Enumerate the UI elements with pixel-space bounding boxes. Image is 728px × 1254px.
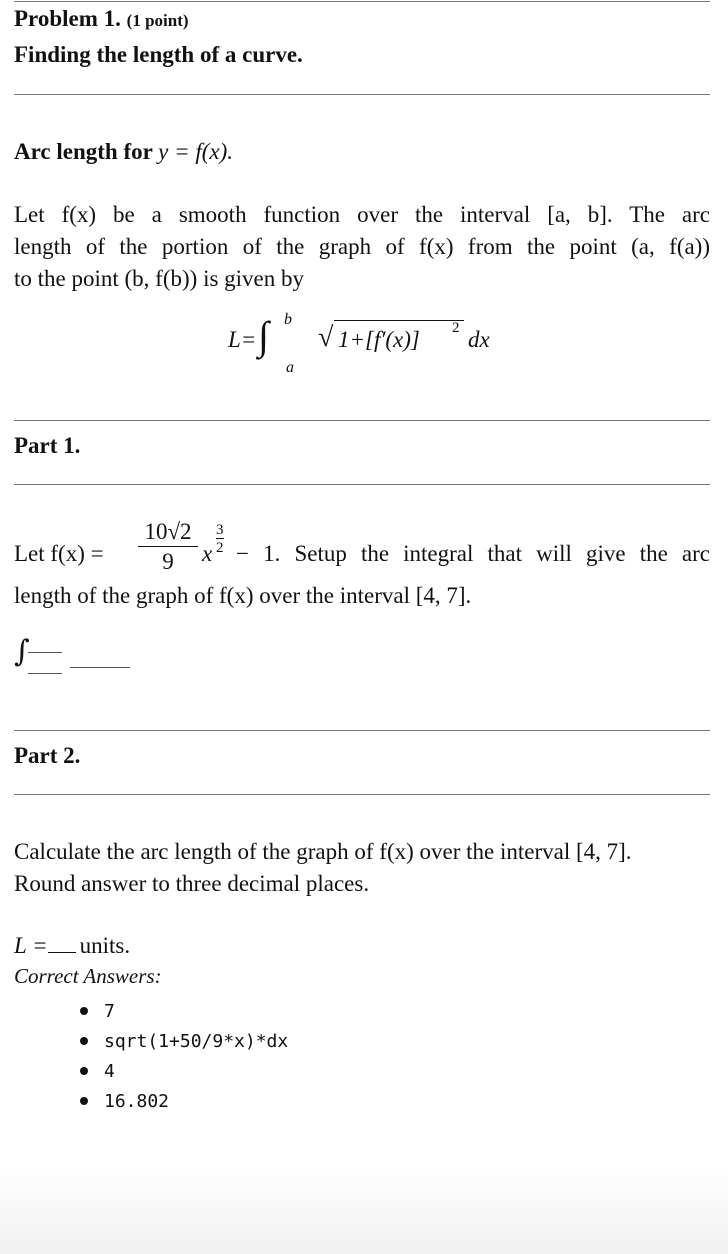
list-item [14,1056,514,1086]
answer-value: 7 [104,1000,115,1022]
arc-length-answer [14,930,130,962]
problem-subtitle: Finding the length of a curve. [14,42,303,67]
fraction-denominator: 9 [162,549,174,574]
list-item [14,1086,514,1116]
divider [14,94,710,95]
formula-exponent: 2 [452,320,460,336]
sqrt-sign: √ [318,322,334,353]
part2-line: Round answer to three decimal places. [14,871,370,896]
integral-lower-limit: a [286,359,294,376]
part2-label: Part 2. [14,743,81,768]
lower-limit-input[interactable] [28,673,62,674]
bullet-icon [80,1037,88,1045]
list-item [14,1026,514,1056]
divider [14,730,710,731]
arc-length-formula [228,311,528,378]
answer-value: sqrt(1+50/9*x)*dx [104,1030,289,1052]
intro-line: Let f(x) be a smooth function over the interval [a, b]. The arc [14,202,710,227]
problem-title [14,6,189,32]
divider [14,420,710,421]
heading-math: y = f(x). [158,139,234,164]
exponent-numerator: 3 [216,522,224,538]
intro-paragraph [14,199,710,295]
intro-line: length of the portion of the graph of f(x) from the point (a, f(a)) [14,234,710,259]
part1-label: Part 1. [14,433,81,458]
list-item [14,996,514,1026]
problem-number: Problem 1. [14,6,121,31]
part2-statement [14,836,714,900]
answer-lhs: L = [14,933,48,958]
top-divider [14,1,710,2]
answer-value: 16.802 [104,1090,170,1112]
intro-line: to the point (b, f(b)) is given by [14,266,305,291]
divider [14,794,710,795]
divider [14,484,710,485]
bottom-fade [0,1164,728,1254]
section-heading [14,136,233,168]
function-def: Let f(x) = [14,541,104,566]
bullet-icon [80,1067,88,1075]
correct-answers-list [14,996,514,1116]
integral-sign: ∫ [258,313,269,358]
formula-dx: dx [468,327,490,352]
part2-line: Calculate the arc length of the graph of f(x) over the interval [4, 7]. [14,839,632,864]
fraction-numerator: 10√2 [138,518,198,547]
answer-value: 4 [104,1060,115,1082]
part1-instruction-line2: length of the graph of f(x) over the interval [4, 7]. [14,583,472,608]
upper-limit-input[interactable] [28,652,62,653]
integrand-input[interactable] [70,667,130,668]
problem-points: (1 point) [126,11,189,30]
formula-radicand: 1+[f′(x)] [338,327,420,352]
bullet-icon [80,1097,88,1105]
part1-instruction: − 1. Setup the integral that will give the arc [236,541,710,566]
integral-upper-limit: b [284,311,292,328]
arc-length-input[interactable] [48,932,76,953]
part1-statement [14,518,710,578]
answer-units: units. [79,933,131,958]
formula-lhs: L= [228,327,257,352]
bullet-icon [80,1007,88,1015]
integral-answer-area [14,634,144,680]
correct-answers-label: Correct Answers: [14,964,162,988]
variable-x: x [202,541,213,566]
exponent-denominator: 2 [216,540,224,556]
heading-text: Arc length for [14,139,159,164]
integral-symbol: ∫ [14,634,30,669]
